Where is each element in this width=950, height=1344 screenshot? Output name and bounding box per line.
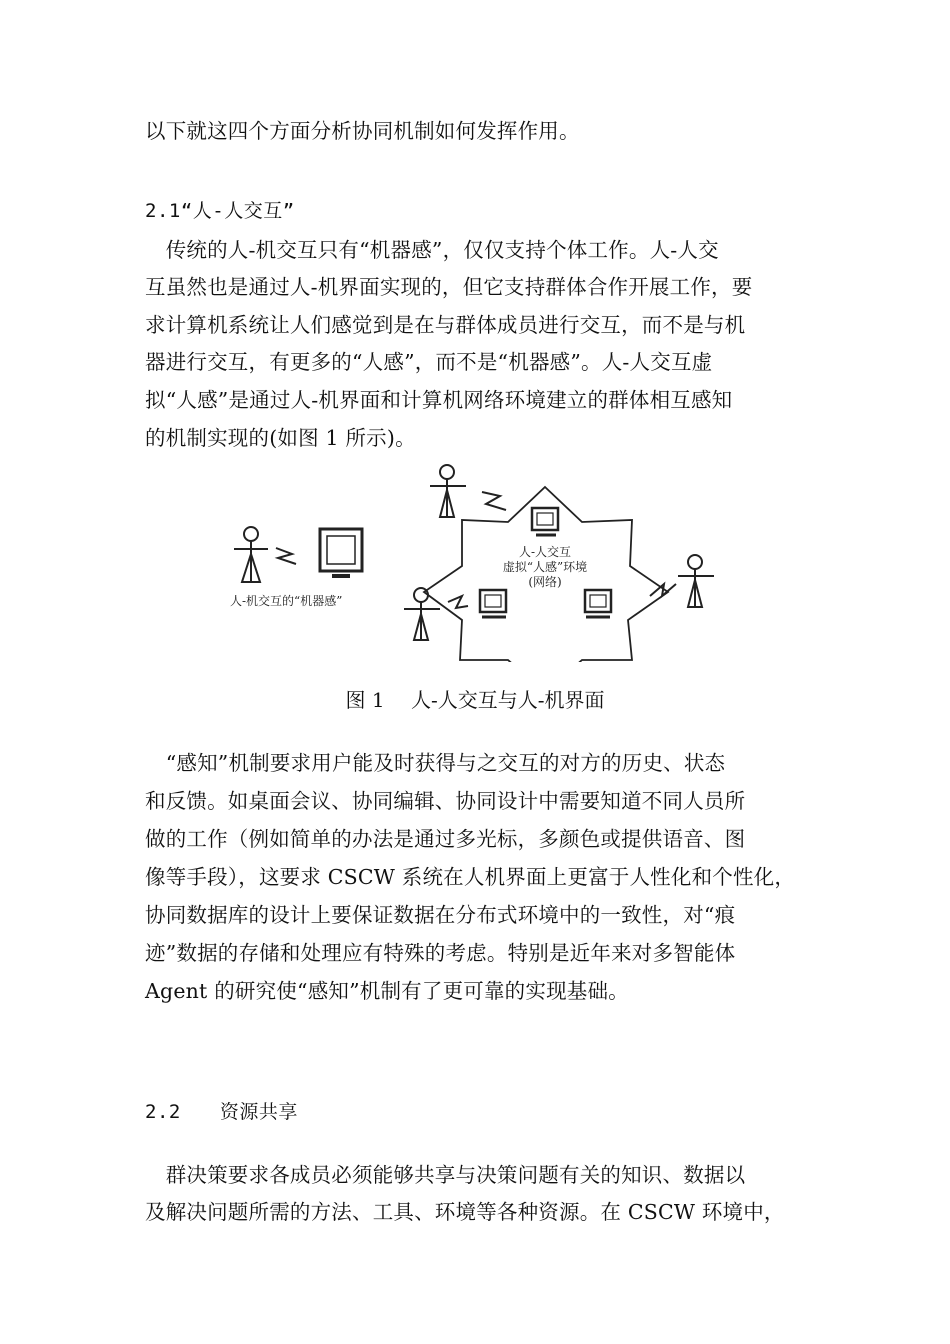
figure-center-line1: 人-人交互 bbox=[518, 545, 572, 559]
paragraph-line: 迹”数据的存储和处理应有特殊的考虑。特别是近年来对多智能体 bbox=[145, 941, 736, 965]
intro-line: 以下就这四个方面分析协同机制如何发挥作用。 bbox=[145, 119, 580, 143]
figure-center-line3: (网络) bbox=[528, 575, 562, 589]
paragraph-line: 器进行交互，有更多的“人感”，而不是“机器感”。人-人交互虚 bbox=[145, 350, 713, 374]
paragraph-line: 做的工作（例如简单的办法是通过多光标，多颜色或提供语音、图 bbox=[145, 827, 746, 851]
paragraph-line: 及解决问题所需的方法、工具、环境等各种资源。在 CSCW 环境中， bbox=[145, 1200, 785, 1224]
paragraph-line: 拟“人感”是通过人-机界面和计算机网络环境建立的群体相互感知 bbox=[145, 388, 733, 412]
signal-squiggle-top bbox=[482, 492, 506, 510]
paragraph-line: 互虽然也是通过人-机界面实现的，但它支持群体合作开展工作，要 bbox=[145, 275, 753, 299]
paragraph-line: 的机制实现的(如图 1 所示)。 bbox=[145, 426, 416, 450]
figure-left-label: 人-机交互的“机器感” bbox=[230, 594, 343, 608]
person-icon-left bbox=[234, 527, 268, 582]
person-icon-right bbox=[678, 555, 714, 607]
monitor-icon-network-right bbox=[585, 590, 611, 617]
signal-squiggle-bottom-left bbox=[448, 596, 468, 608]
paragraph-line: 群决策要求各成员必须能够共享与决策问题有关的知识、数据以 bbox=[145, 1163, 746, 1187]
monitor-icon-left bbox=[320, 529, 362, 576]
paragraph-line: 像等手段），这要求 CSCW 系统在人机界面上更富于人性化和个性化， bbox=[145, 865, 796, 889]
monitor-icon-network-top bbox=[532, 508, 558, 535]
paragraph-line: 传统的人-机交互只有“机器感”，仅仅支持个体工作。人-人交 bbox=[145, 238, 719, 262]
person-icon-top bbox=[430, 465, 466, 517]
figure-center-line2: 虚拟“人感”环境 bbox=[502, 560, 588, 574]
figure-caption: 图 1 人-人交互与人-机界面 bbox=[345, 688, 605, 712]
monitor-icon-network-left bbox=[480, 590, 506, 617]
signal-squiggle-left bbox=[276, 548, 296, 564]
paragraph-line: 协同数据库的设计上要保证数据在分布式环境中的一致性，对“痕 bbox=[145, 903, 736, 927]
paragraph-line: “感知”机制要求用户能及时获得与之交互的对方的历史、状态 bbox=[145, 751, 726, 775]
paragraph-line: Agent 的研究使“感知”机制有了更可靠的实现基础。 bbox=[145, 979, 629, 1003]
figure-1-diagram bbox=[0, 462, 950, 662]
signal-squiggle-right bbox=[650, 584, 676, 596]
paragraph-line: 和反馈。如桌面会议、协同编辑、协同设计中需要知道不同人员所 bbox=[145, 789, 746, 813]
person-icon-bottom-left bbox=[404, 588, 440, 640]
section-heading-2-2: 2.2 资源共享 bbox=[145, 1101, 298, 1123]
section-heading-2-1: 2.1“人-人交互” bbox=[145, 200, 295, 222]
paragraph-line: 求计算机系统让人们感觉到是在与群体成员进行交互，而不是与机 bbox=[145, 313, 746, 337]
